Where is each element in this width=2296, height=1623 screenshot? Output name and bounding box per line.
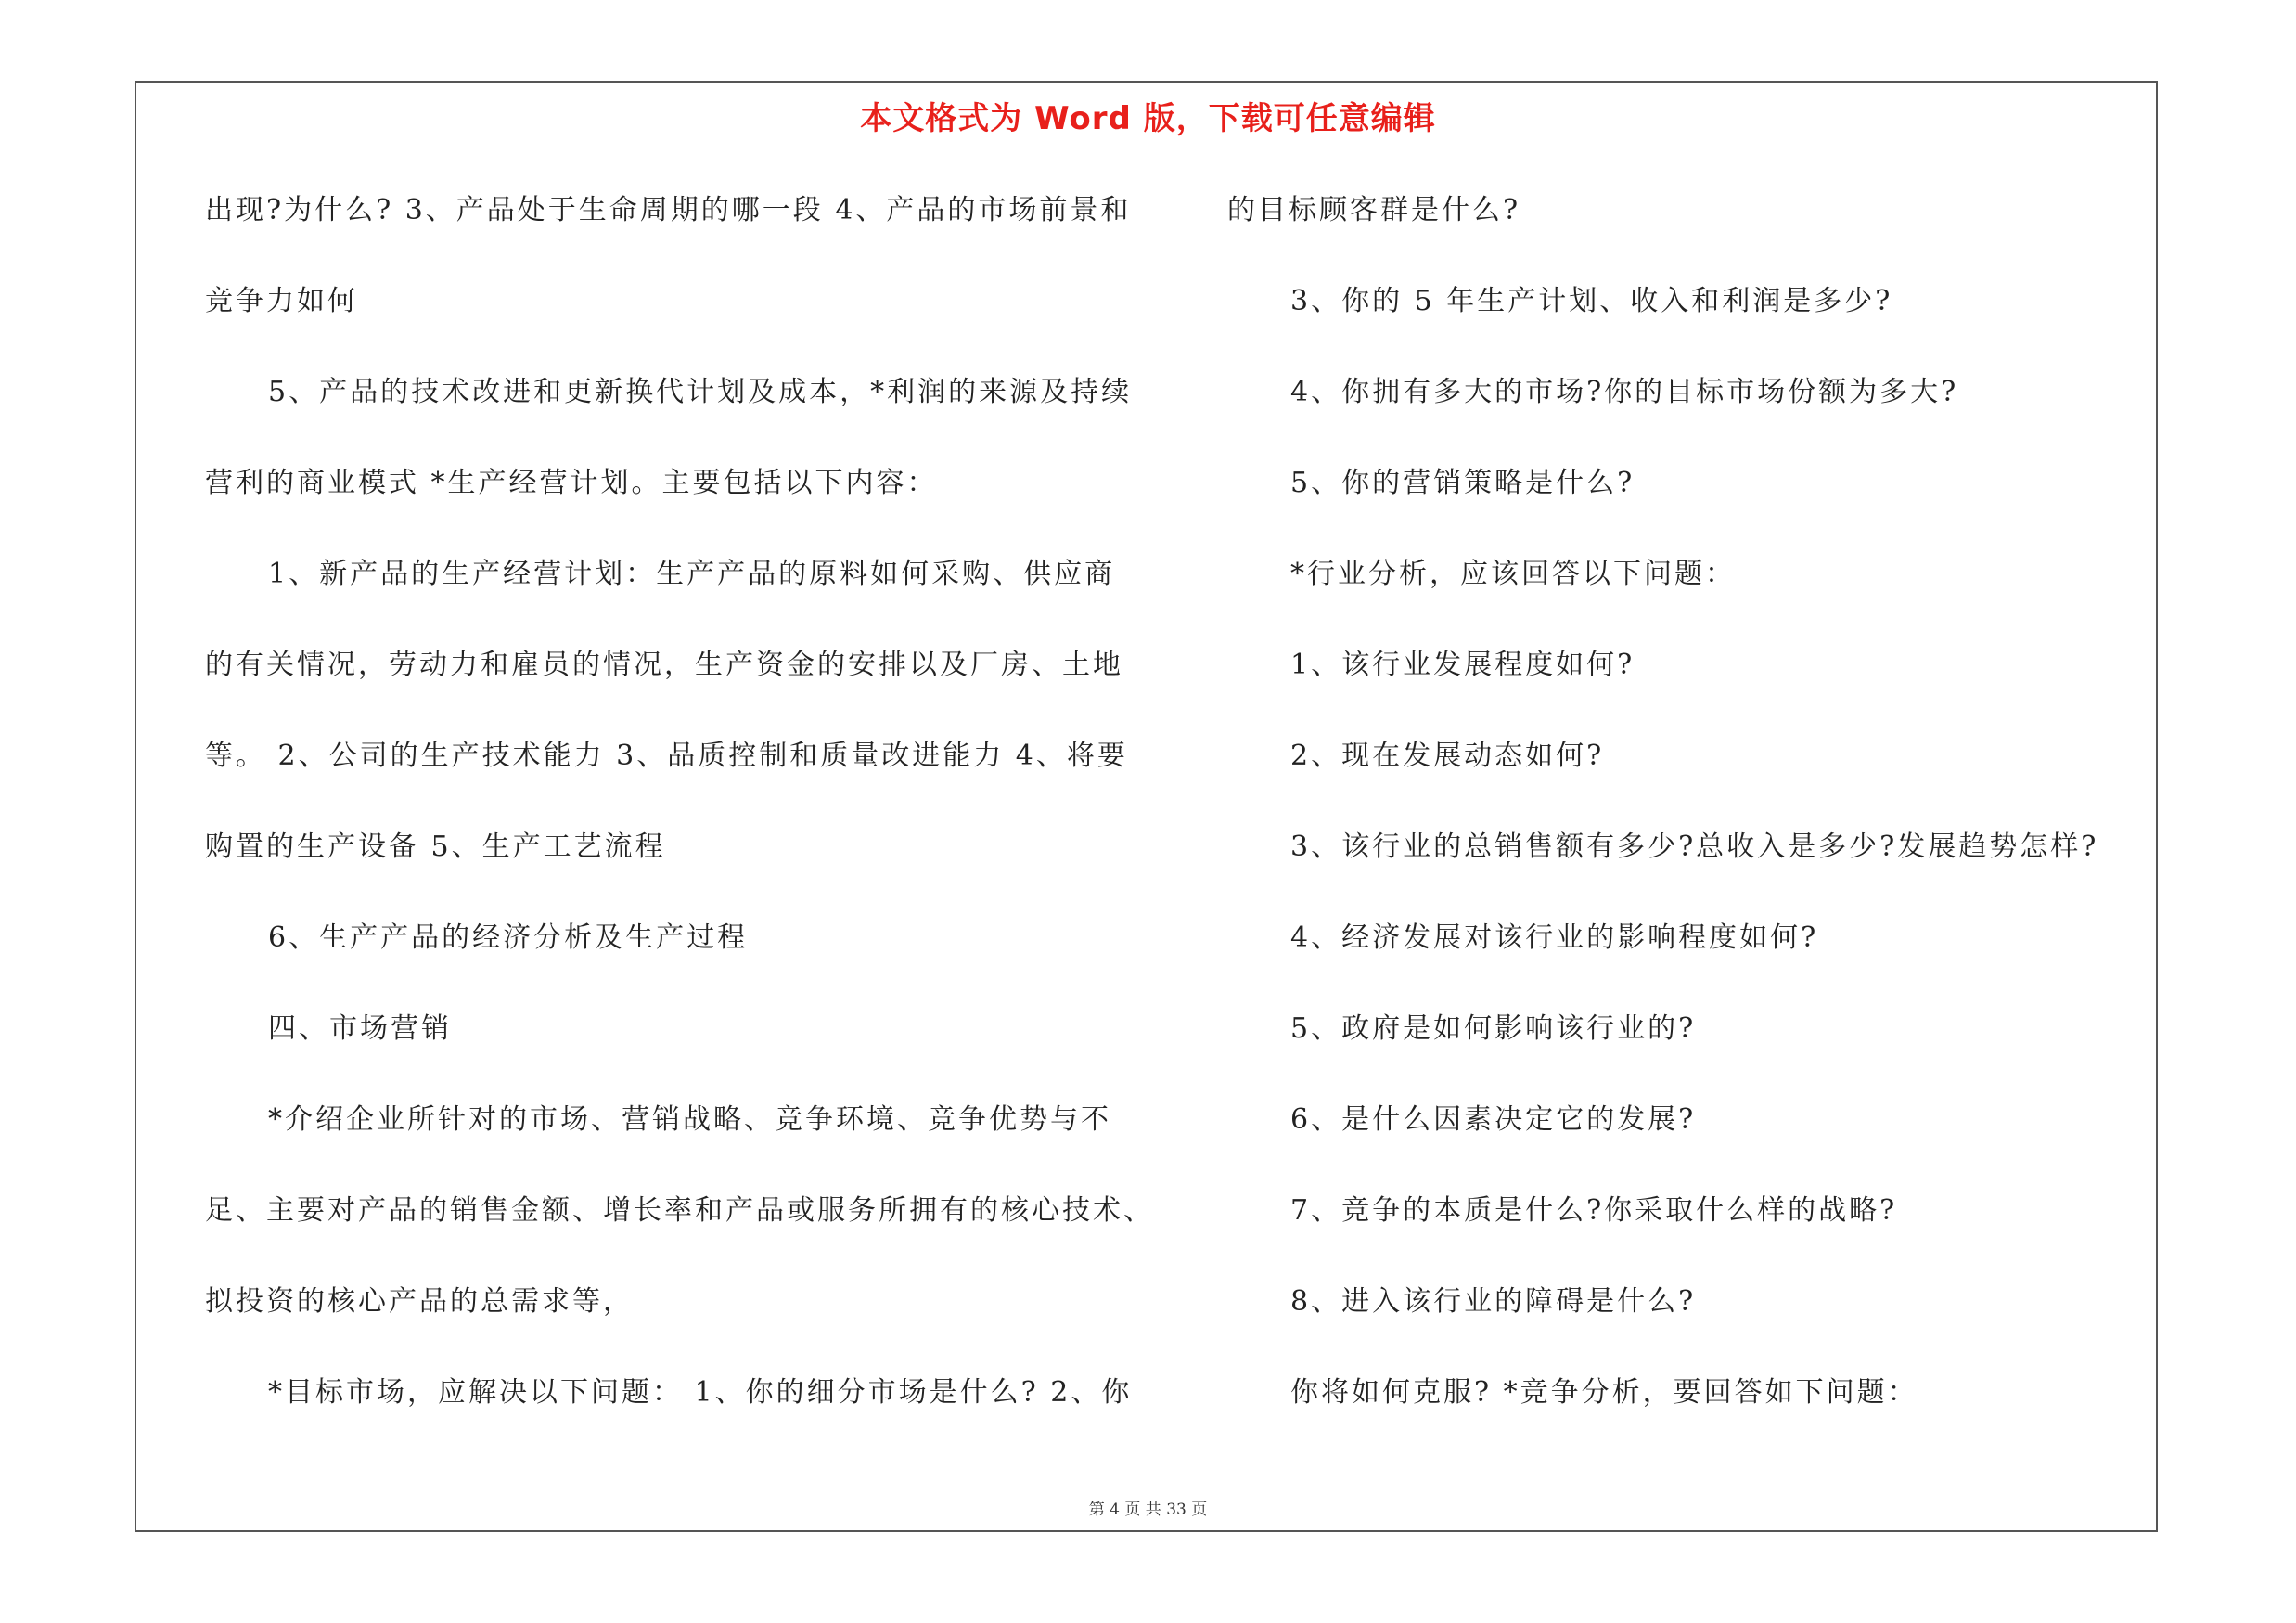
text-line: 2、现在发展动态如何? xyxy=(1290,740,1605,772)
text-line: 你将如何克服? *竞争分析，要回答如下问题： xyxy=(1290,1376,1918,1409)
page-number-footer: 第 4 页 共 33 页 xyxy=(1088,1501,1208,1519)
text-line: 出现?为什么? 3、产品处于生命周期的哪一段 4、产品的市场前景和 xyxy=(205,194,1132,226)
text-line: *行业分析，应该回答以下问题： xyxy=(1290,558,1736,590)
text-line: 购置的生产设备 5、生产工艺流程 xyxy=(205,831,666,863)
text-line: 3、该行业的总销售额有多少?总收入是多少?发展趋势怎样? xyxy=(1290,831,2099,863)
text-line: 4、你拥有多大的市场?你的目标市场份额为多大? xyxy=(1290,376,1959,408)
text-line: 营利的商业模式 *生产经营计划。主要包括以下内容： xyxy=(205,467,938,499)
text-line: 8、进入该行业的障碍是什么? xyxy=(1290,1285,1697,1318)
text-line: 足、主要对产品的销售金额、增长率和产品或服务所拥有的核心技术、 xyxy=(205,1194,1154,1227)
text-line: 5、你的营销策略是什么? xyxy=(1290,467,1635,499)
text-line: 3、你的 5 年生产计划、收入和利润是多少? xyxy=(1290,285,1893,317)
text-line: *目标市场，应解决以下问题： 1、你的细分市场是什么? 2、你 xyxy=(268,1376,1133,1409)
text-line: 7、竞争的本质是什么?你采取什么样的战略? xyxy=(1290,1194,1898,1227)
text-line: 竞争力如何 xyxy=(205,285,358,317)
text-line: *介绍企业所针对的市场、营销战略、竞争环境、竞争优势与不 xyxy=(268,1103,1111,1136)
text-line: 4、经济发展对该行业的影响程度如何? xyxy=(1290,921,1819,954)
text-line: 1、新产品的生产经营计划：生产产品的原料如何采购、供应商 xyxy=(268,558,1116,590)
text-line: 等。 2、公司的生产技术能力 3、品质控制和质量改进能力 4、将要 xyxy=(205,740,1128,772)
text-line: 6、是什么因素决定它的发展? xyxy=(1290,1103,1697,1136)
text-line: 6、生产产品的经济分析及生产过程 xyxy=(268,921,749,954)
text-line: 5、政府是如何影响该行业的? xyxy=(1290,1012,1697,1045)
section-heading: 四、市场营销 xyxy=(268,1012,452,1045)
text-line: 5、产品的技术改进和更新换代计划及成本，*利润的来源及持续 xyxy=(268,376,1133,408)
page-header-notice: 本文格式为 Word 版，下载可任意编辑 xyxy=(860,100,1436,137)
text-line: 的有关情况，劳动力和雇员的情况，生产资金的安排以及厂房、土地 xyxy=(205,649,1123,681)
text-line: 1、该行业发展程度如何? xyxy=(1290,649,1635,681)
text-line: 拟投资的核心产品的总需求等， xyxy=(205,1285,634,1318)
text-line: 的目标顾客群是什么? xyxy=(1227,194,1521,226)
